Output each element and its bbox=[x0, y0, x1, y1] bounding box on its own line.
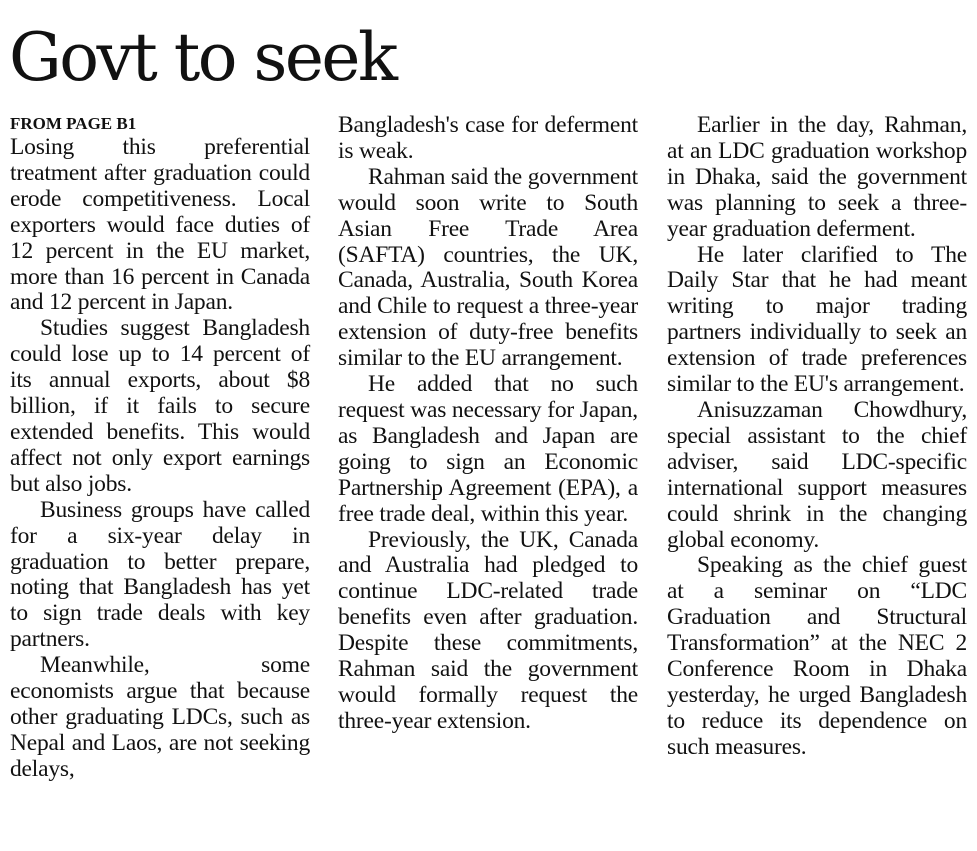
paragraph: Bangladesh's case for deferment is weak. bbox=[338, 112, 638, 164]
paragraph: Business groups have called for a six-year delay in graduation to better prepare, noting that Bangladesh has yet to sign trade deals with key partners. bbox=[10, 496, 310, 653]
paragraph: Losing this preferential treatment after graduation could erode competitiveness. Local exporters would face duties of 12 percent in the EU market, more than 16 percent in Canada and 12 percent in Japan. bbox=[10, 134, 310, 316]
paragraph: He later clarified to The Daily Star that he had meant writing to major trading partners individually to seek an extension of trade preferences similar to the EU's arrangement. bbox=[667, 241, 967, 398]
paragraph: Previously, the UK, Canada and Australia had pledged to continue LDC-related trade benefits even after graduation. Despite these commitments, Rahman said the government would formally request the three-year extension. bbox=[338, 526, 638, 734]
headline: Govt to seek bbox=[9, 19, 396, 96]
article-column-3 bbox=[667, 113, 967, 761]
paragraph: Studies suggest Bangladesh could lose up to 14 percent of its annual exports, about $8 billion, if it fails to secure extended benefits. This would affect not only export earnings but also jobs. bbox=[10, 315, 310, 497]
paragraph: Earlier in the day, Rahman, at an LDC graduation workshop in Dhaka, said the government was planning to seek a three-year graduation deferment. bbox=[667, 112, 967, 242]
paragraph: Speaking as the chief guest at a seminar on “LDC Graduation and Structural Transformation” at the NEC 2 Conference Room in Dhaka yesterday, he urged Bangladesh to reduce its dependence on such measures. bbox=[667, 552, 967, 760]
paragraph: He added that no such request was necessary for Japan, as Bangladesh and Japan are going to sign an Economic Partnership Agreement (EPA), a free trade deal, within this year. bbox=[338, 371, 638, 527]
article-column-2 bbox=[338, 113, 638, 735]
paragraph: Rahman said the government would soon write to South Asian Free Trade Area (SAFTA) countries, the UK, Canada, Australia, South Korea and Chile to request a three-year extension of duty-free benefits similar to the EU arrangement. bbox=[338, 163, 638, 372]
article-column-1 bbox=[10, 113, 310, 783]
from-page-label: FROM PAGE B1 bbox=[10, 114, 137, 133]
paragraph: Meanwhile, some economists argue that because other graduating LDCs, such as Nepal and Laos, are not seeking delays, bbox=[10, 652, 310, 782]
paragraph: Anisuzzaman Chowdhury, special assistant to the chief adviser, said LDC-specific international support measures could shrink in the changing global economy. bbox=[667, 396, 967, 553]
